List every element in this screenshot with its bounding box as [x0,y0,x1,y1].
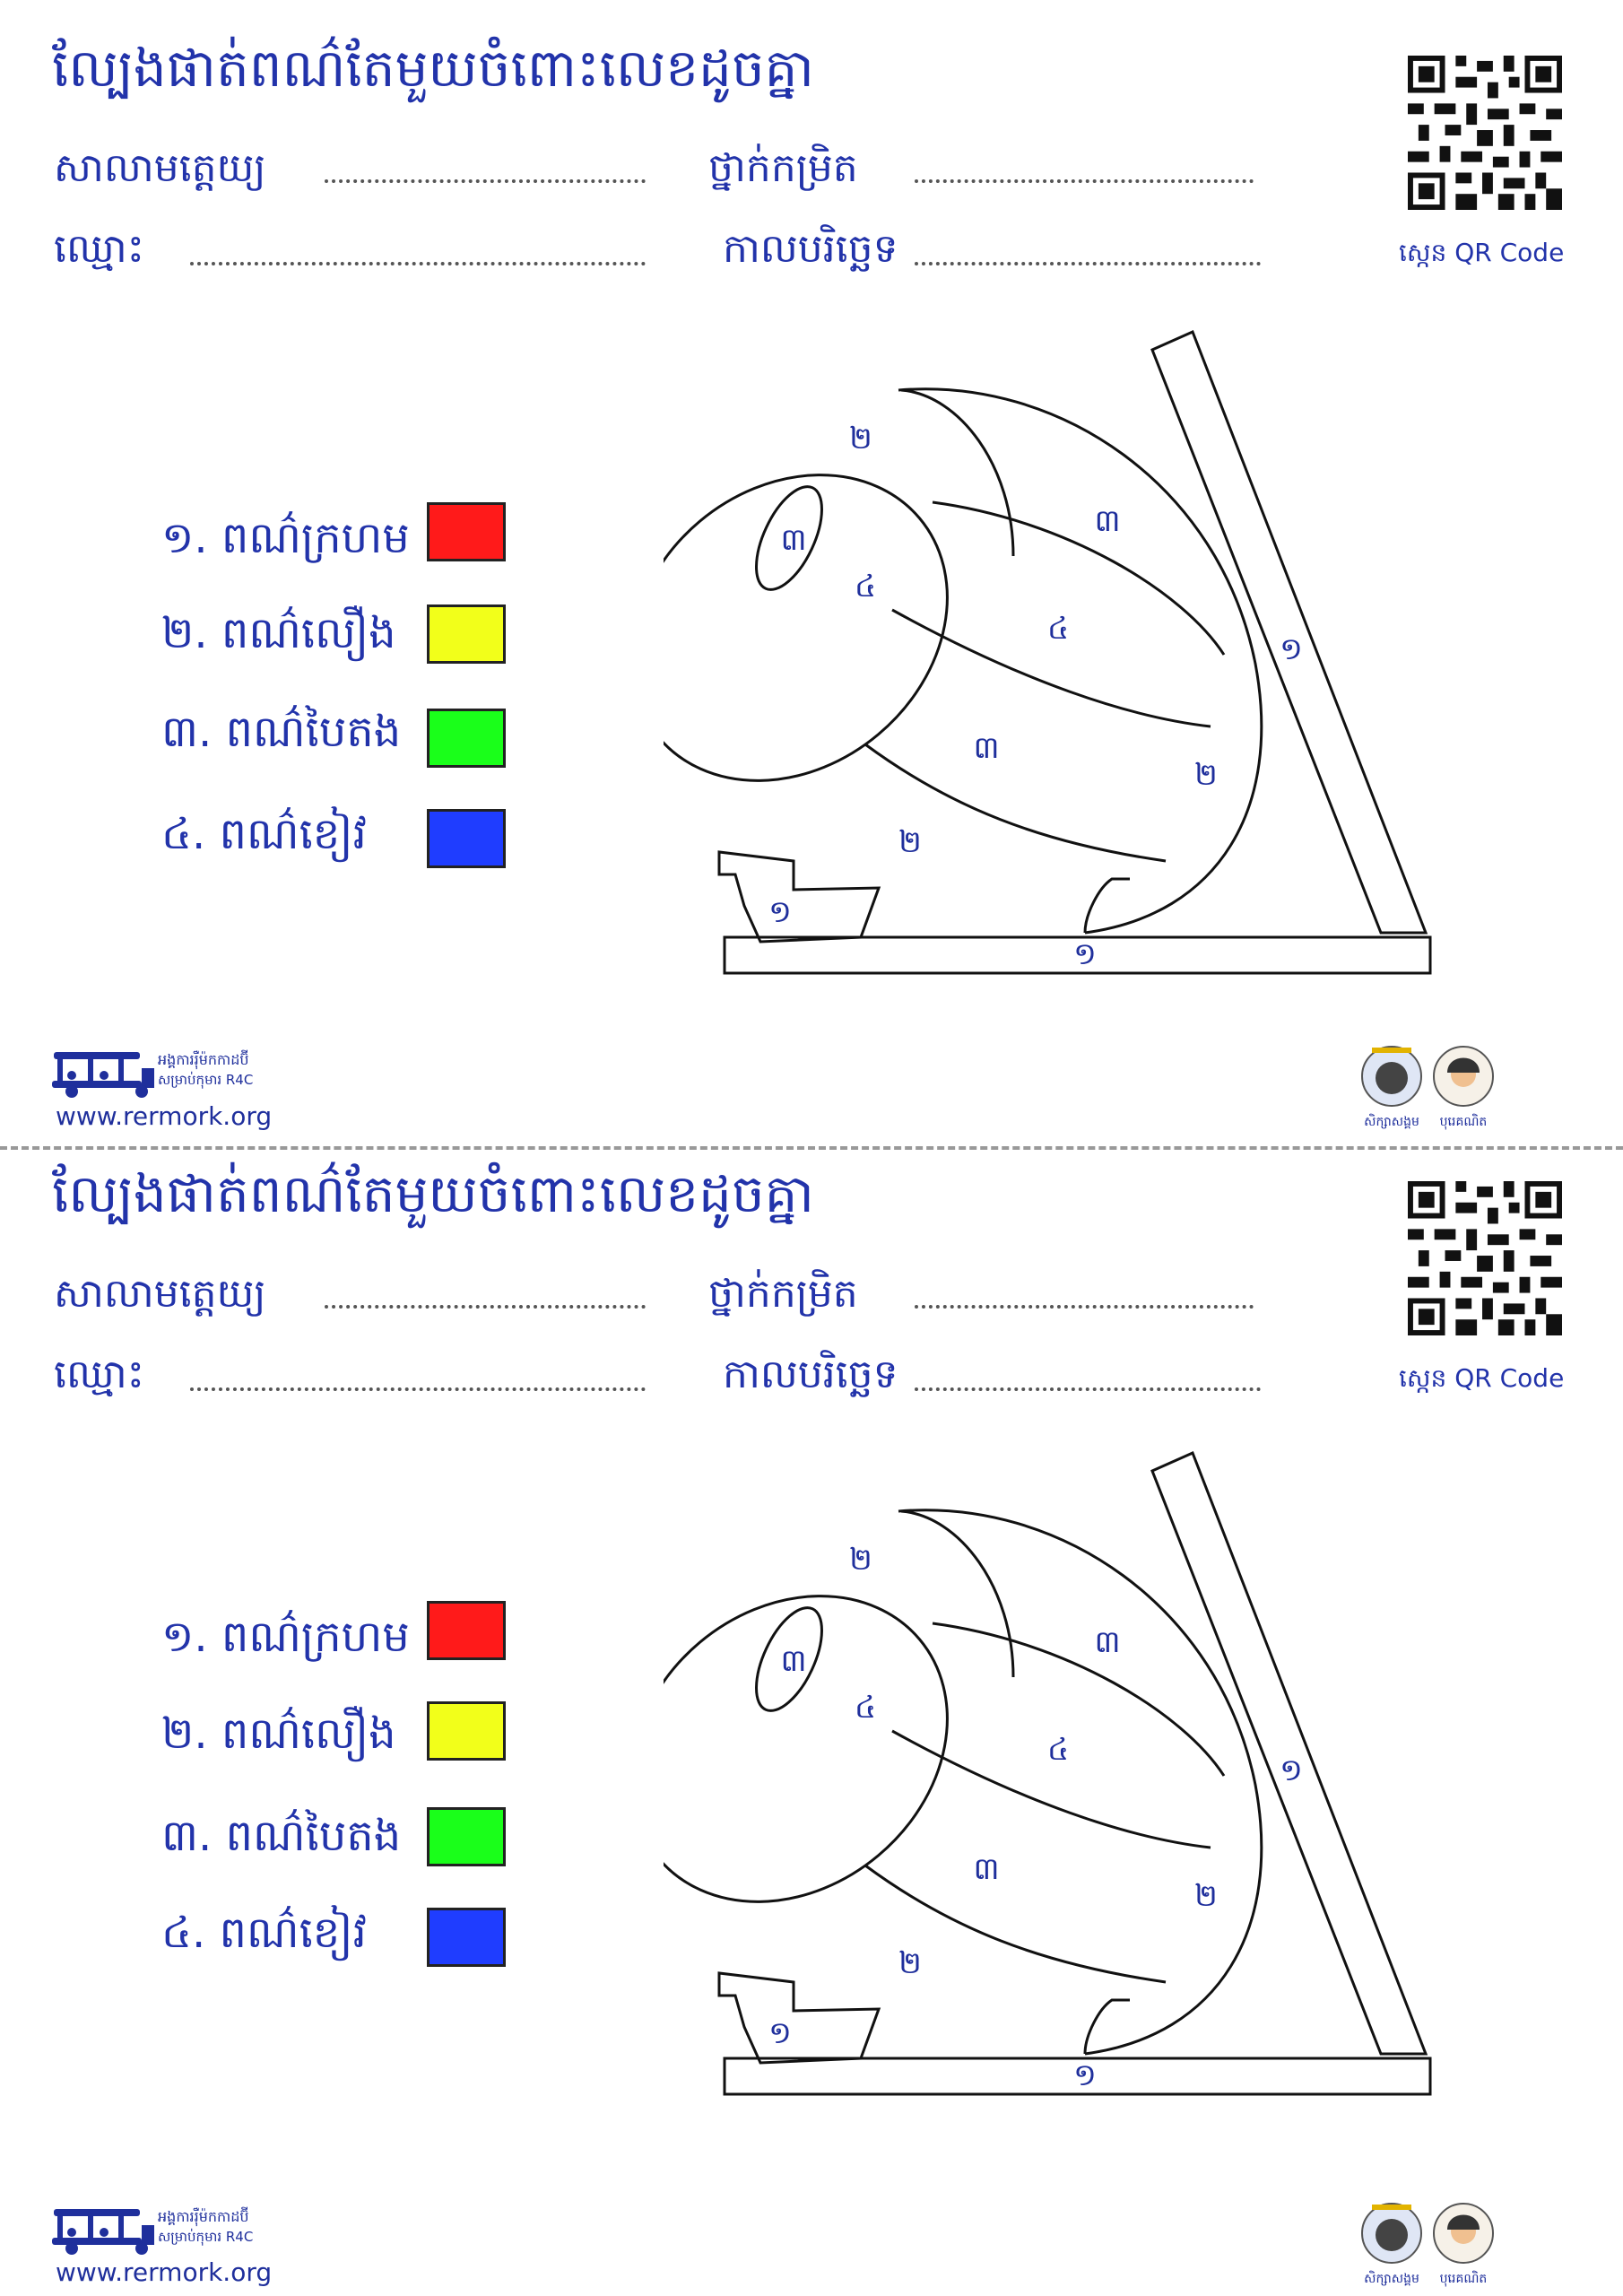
date-label: កាលបរិច្ឆេទ [723,226,898,272]
drum-number-band-left: ៤ [854,569,877,604]
website-link[interactable]: www.rermork.org [56,2257,273,2287]
drum-body [898,389,1262,933]
stand-small [719,1973,879,2063]
name-label: ឈ្មោះ [54,226,144,272]
qr-caption: ស្កេន QR Code [1399,238,1565,267]
partner-left-label: សិក្សាសង្គម [1364,2272,1419,2286]
legend-red-swatch [427,1601,506,1660]
drum-coloring-picture[interactable] [664,1444,1471,2108]
drum-number-band-middle: ៤ [1046,611,1070,647]
grade-label: ថ្នាក់កម្រិត [708,1271,858,1317]
drum-number-face-center: ៣ [780,1643,807,1679]
social-studies-icon [1362,1047,1421,1106]
partner-right-label: បុរេគណិត [1439,2272,1488,2286]
legend-blue-label: ៤. ពណ៌ខៀវ [161,809,367,859]
drum-number-band-left: ៤ [854,1690,877,1726]
worksheet-title: ល្បែងផាត់ពណ៌តែមួយចំពោះលេខដូចគ្នា [52,38,814,99]
partner-logos [1354,1040,1506,1130]
drum-number-stand-base: ១ [1073,2057,1097,2093]
legend-green-label: ៣. ពណ៌បៃតង [161,707,402,757]
drum-number-rim-bottom-left: ២ [898,824,922,860]
drum-coloring-picture[interactable] [664,323,1471,987]
legend-yellow-swatch [427,1701,506,1761]
drum-number-rim-right: ២ [1194,757,1218,793]
qr-code-icon[interactable] [1408,1181,1562,1335]
stand-small [719,852,879,942]
website-link[interactable]: www.rermork.org [56,1101,273,1131]
worksheet-title: ល្បែងផាត់ពណ៌តែមួយចំពោះលេខដូចគ្នា [52,1163,814,1224]
legend-blue-swatch [427,809,506,868]
legend-blue-swatch [427,1908,506,1967]
drum-number-stand-base: ១ [1073,936,1097,972]
legend-green-label: ៣. ពណ៌បៃតង [161,1811,402,1861]
partner-left-label: សិក្សាសង្គម [1364,1115,1419,1129]
worksheet-top [0,0,1623,1130]
drum-number-stick: ១ [1280,1752,1303,1788]
school-field[interactable] [325,1305,646,1309]
drum-number-band-lower: ៣ [973,730,1000,766]
drum-number-band-middle: ៤ [1046,1732,1070,1768]
drum-number-rim-top: ២ [849,421,872,457]
school-label: សាលាមត្តេយ្យ [54,1271,266,1317]
partner-logos [1354,2197,1506,2287]
math-icon [1434,1047,1493,1106]
drum-number-rim-top: ២ [849,1542,872,1578]
drum-face [664,1533,1009,1965]
org-line1: អង្គការរ៉ឺម៉កកាដប៊ី [158,1051,249,1068]
date-label: កាលបរិច្ឆេទ [723,1352,898,1397]
drum-body [898,1510,1262,2054]
drum-number-stand-small: ១ [768,894,792,930]
org-line2: សម្រាប់កុមារ R4C [158,2229,254,2245]
legend-yellow-swatch [427,604,506,664]
drum-number-rim-bottom-left: ២ [898,1945,922,1981]
drum-face [664,412,1009,844]
legend-red-label: ១. ពណ៌ក្រហម [161,513,410,563]
drum-number-band-upper: ៣ [1094,1624,1121,1660]
date-field[interactable] [915,1387,1261,1391]
worksheet-bottom [0,1126,1623,2287]
legend-red-label: ១. ពណ៌ក្រហម [161,1612,410,1662]
grade-label: ថ្នាក់កម្រិត [708,145,858,191]
drum-number-face-center: ៣ [780,522,807,558]
grade-field[interactable] [915,179,1254,183]
partner-right-label: បុរេគណិត [1439,1115,1488,1129]
legend-green-swatch [427,1807,506,1866]
date-field[interactable] [915,262,1261,265]
drum-number-band-lower: ៣ [973,1851,1000,1887]
social-studies-icon [1362,2204,1421,2263]
qr-caption: ស្កេន QR Code [1399,1363,1565,1393]
name-field[interactable] [190,262,646,265]
legend-yellow-label: ២. ពណ៌លឿង [161,608,396,658]
org-line1: អង្គការរ៉ឺម៉កកាដប៊ី [158,2208,249,2225]
grade-field[interactable] [915,1305,1254,1309]
qr-code-icon[interactable] [1408,56,1562,210]
drum-number-rim-right: ២ [1194,1878,1218,1914]
drum-number-stand-small: ១ [768,2015,792,2051]
math-icon [1434,2204,1493,2263]
drum-number-stick: ១ [1280,631,1303,667]
school-field[interactable] [325,179,646,183]
name-label: ឈ្មោះ [54,1352,144,1397]
org-line2: សម្រាប់កុមារ R4C [158,1072,254,1088]
drum-number-band-upper: ៣ [1094,503,1121,539]
legend-red-swatch [427,502,506,561]
legend-yellow-label: ២. ពណ៌លឿង [161,1709,396,1759]
legend-green-swatch [427,709,506,768]
legend-blue-label: ៤. ពណ៌ខៀវ [161,1908,367,1958]
school-label: សាលាមត្តេយ្យ [54,145,266,191]
name-field[interactable] [190,1387,646,1391]
